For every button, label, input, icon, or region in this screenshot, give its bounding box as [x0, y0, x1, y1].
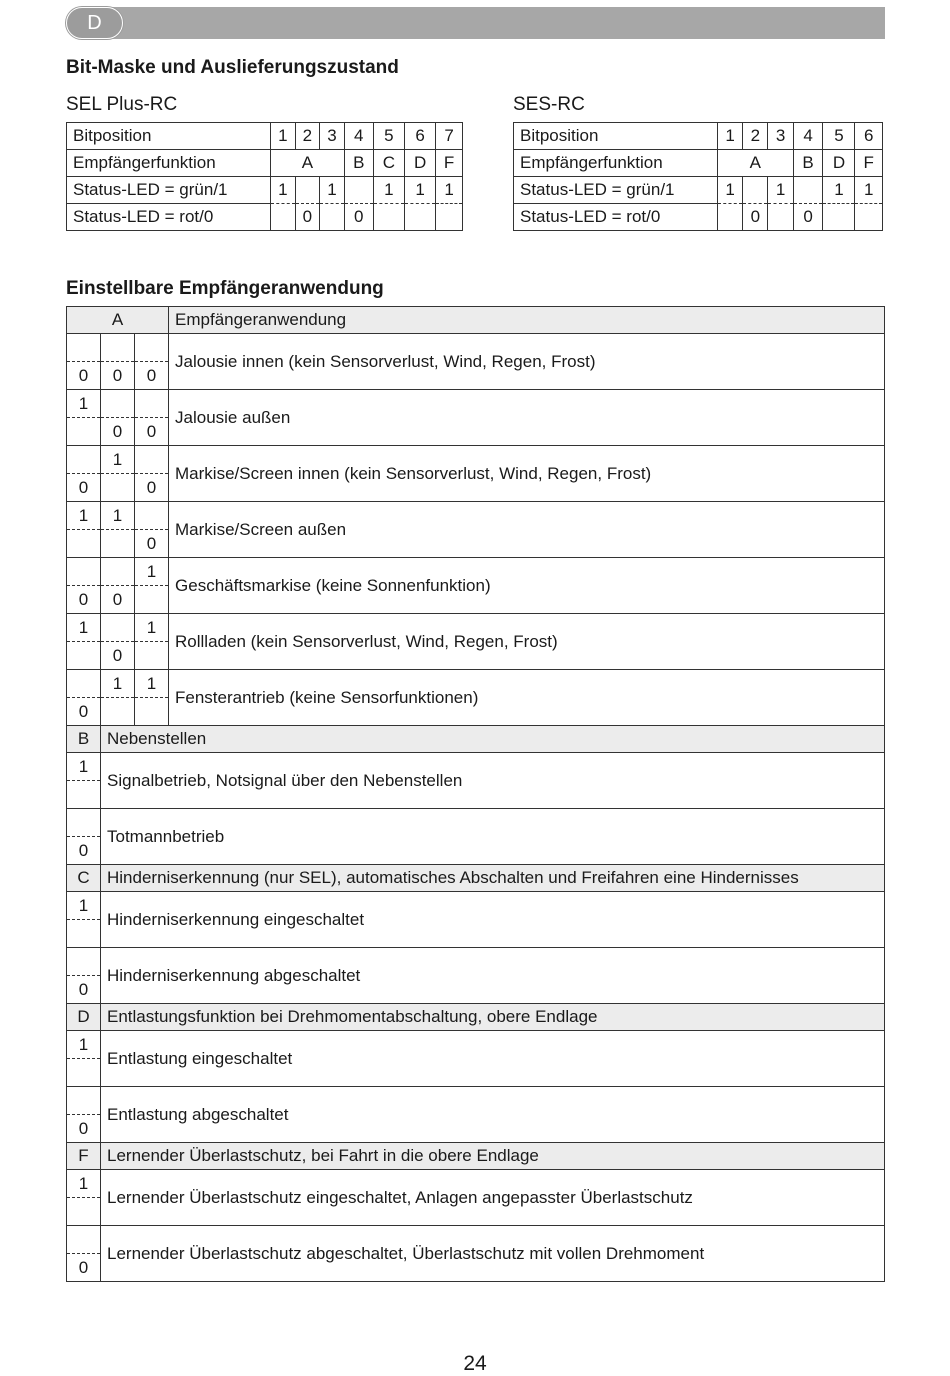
option-off-label: Totmannbetrieb: [101, 809, 885, 865]
bit-cell: 2: [295, 123, 320, 150]
bit-value-cell: [135, 390, 169, 418]
bit-value-cell: 1: [101, 446, 135, 474]
a-header-row: [67, 307, 885, 334]
language-bar: [66, 7, 885, 39]
status-green-row: [514, 177, 883, 204]
bit-value-cell: 0: [67, 698, 101, 726]
bit-empty-cell: [67, 1059, 101, 1087]
function-cell: B: [344, 150, 373, 177]
bit-value-cell: [67, 446, 101, 474]
bit-value-cell: 0: [101, 586, 135, 614]
function-cell: B: [793, 150, 823, 177]
option-on-row: [67, 892, 885, 920]
function-cell: F: [855, 150, 883, 177]
sel-plus-rc-title: SEL Plus-RC: [66, 94, 178, 115]
option-on-label: Signalbetrieb, Notsignal über den Nebenstellen: [101, 753, 885, 809]
bit-value-cell: [135, 698, 169, 726]
bit-value-cell: 1: [67, 614, 101, 642]
bit-value-cell: 1: [67, 753, 101, 781]
row-label: Empfängerfunktion: [67, 150, 271, 177]
option-off-label: Lernender Überlastschutz abgeschaltet, Überlastschutz mit vollen Drehmoment: [101, 1226, 885, 1282]
group-letter: F: [67, 1143, 101, 1170]
option-on-label: Hinderniserkennung eingeschaltet: [101, 892, 885, 948]
red-cell: [320, 204, 345, 231]
bit-cell: 1: [271, 123, 296, 150]
bit-cell: 3: [320, 123, 345, 150]
bitposition-row: [514, 123, 883, 150]
green-cell: 1: [436, 177, 463, 204]
bit-value-cell: [135, 642, 169, 670]
function-cell: D: [404, 150, 435, 177]
red-cell: [855, 204, 883, 231]
bit-value-cell: 1: [135, 614, 169, 642]
green-cell: 1: [373, 177, 404, 204]
red-cell: [271, 204, 296, 231]
bit-value-cell: 1: [67, 1170, 101, 1198]
bit-value-cell: 0: [135, 418, 169, 446]
application-table: [66, 306, 885, 1282]
group-letter: C: [67, 865, 101, 892]
row-label: Bitposition: [67, 123, 271, 150]
application-label: Jalousie innen (kein Sensorverlust, Wind, Regen, Frost): [169, 334, 885, 390]
a-option-row: [67, 558, 885, 586]
application-label: Jalousie außen: [169, 390, 885, 446]
red-cell: 0: [295, 204, 320, 231]
bit-value-cell: 1: [67, 390, 101, 418]
bit-value-cell: 0: [67, 1115, 101, 1143]
group-title: Nebenstellen: [101, 726, 885, 753]
function-row: [514, 150, 883, 177]
row-label: Status-LED = rot/0: [67, 204, 271, 231]
bit-value-cell: 0: [101, 362, 135, 390]
bit-value-cell: [67, 418, 101, 446]
red-cell: [373, 204, 404, 231]
bit-cell: 7: [436, 123, 463, 150]
a-option-row: [67, 446, 885, 474]
green-cell: 1: [768, 177, 793, 204]
bit-value-cell: [101, 614, 135, 642]
green-cell: 1: [823, 177, 855, 204]
option-off-label: Entlastung abgeschaltet: [101, 1087, 885, 1143]
sel-plus-rc-table: [66, 122, 463, 231]
bit-empty-cell: [67, 1198, 101, 1226]
green-cell: 1: [855, 177, 883, 204]
bit-value-cell: 0: [67, 586, 101, 614]
bit-value-cell: 0: [67, 837, 101, 865]
function-cell: A: [718, 150, 794, 177]
function-cell: A: [271, 150, 345, 177]
a-option-row: [67, 670, 885, 698]
bit-value-cell: 0: [135, 530, 169, 558]
group-title: Hinderniserkennung (nur SEL), automatisches Abschalten und Freifahren eine Hindernisses: [101, 865, 885, 892]
section-title-application: Einstellbare Empfängeranwendung: [66, 278, 384, 299]
bit-value-cell: 1: [101, 670, 135, 698]
green-cell: [793, 177, 823, 204]
page-number: 24: [463, 1352, 487, 1375]
a-option-row: [67, 614, 885, 642]
bit-value-cell: 0: [67, 1254, 101, 1282]
bit-value-cell: [135, 446, 169, 474]
application-label: Geschäftsmarkise (keine Sonnenfunktion): [169, 558, 885, 614]
application-table-body: [67, 307, 885, 1282]
bit-value-cell: 0: [101, 642, 135, 670]
group-title: Entlastungsfunktion bei Drehmomentabschaltung, obere Endlage: [101, 1004, 885, 1031]
red-cell: [718, 204, 743, 231]
bit-value-cell: [67, 670, 101, 698]
application-label: Rollladen (kein Sensorverlust, Wind, Regen, Frost): [169, 614, 885, 670]
option-on-row: [67, 1031, 885, 1059]
green-cell: [743, 177, 768, 204]
green-cell: [344, 177, 373, 204]
group-header-row: [67, 726, 885, 753]
green-cell: [295, 177, 320, 204]
green-cell: 1: [271, 177, 296, 204]
bit-value-cell: [101, 698, 135, 726]
status-red-row: [67, 204, 463, 231]
bit-cell: 3: [768, 123, 793, 150]
bit-value-cell: 0: [67, 474, 101, 502]
option-on-label: Entlastung eingeschaltet: [101, 1031, 885, 1087]
bit-cell: 6: [404, 123, 435, 150]
bitposition-row: [67, 123, 463, 150]
red-cell: [823, 204, 855, 231]
green-cell: 1: [404, 177, 435, 204]
bit-value-cell: [101, 530, 135, 558]
bit-value-cell: 1: [135, 670, 169, 698]
row-label: Empfängerfunktion: [514, 150, 718, 177]
red-cell: [436, 204, 463, 231]
bit-value-cell: 1: [67, 892, 101, 920]
option-off-label: Hinderniserkennung abgeschaltet: [101, 948, 885, 1004]
row-label: Bitposition: [514, 123, 718, 150]
ses-rc-title: SES-RC: [513, 94, 585, 115]
section-title-bitmask: Bit-Maske und Auslieferungszustand: [66, 57, 399, 78]
a-letter: A: [67, 307, 169, 334]
bit-value-cell: [101, 474, 135, 502]
function-cell: D: [823, 150, 855, 177]
bit-value-cell: [67, 642, 101, 670]
ses-rc-table: [513, 122, 883, 231]
group-letter: D: [67, 1004, 101, 1031]
red-cell: 0: [793, 204, 823, 231]
bit-value-cell: 0: [67, 976, 101, 1004]
bit-empty-cell: [67, 948, 101, 976]
bit-value-cell: [67, 530, 101, 558]
option-off-row: [67, 948, 885, 976]
bit-value-cell: 1: [67, 502, 101, 530]
application-label: Markise/Screen innen (kein Sensorverlust, Wind, Regen, Frost): [169, 446, 885, 502]
bit-value-cell: [101, 334, 135, 362]
row-label: Status-LED = rot/0: [514, 204, 718, 231]
bit-value-cell: 0: [67, 362, 101, 390]
application-label: Markise/Screen außen: [169, 502, 885, 558]
bit-cell: 4: [793, 123, 823, 150]
bit-cell: 4: [344, 123, 373, 150]
option-off-row: [67, 1087, 885, 1115]
bit-empty-cell: [67, 920, 101, 948]
a-option-row: [67, 390, 885, 418]
function-row: [67, 150, 463, 177]
a-option-row: [67, 334, 885, 362]
group-title: Lernender Überlastschutz, bei Fahrt in die obere Endlage: [101, 1143, 885, 1170]
option-on-label: Lernender Überlastschutz eingeschaltet, Anlagen angepasster Überlastschutz: [101, 1170, 885, 1226]
red-cell: 0: [344, 204, 373, 231]
option-off-row: [67, 1226, 885, 1254]
green-cell: 1: [718, 177, 743, 204]
bit-value-cell: [67, 334, 101, 362]
bit-cell: 5: [373, 123, 404, 150]
function-cell: F: [436, 150, 463, 177]
bit-value-cell: [67, 558, 101, 586]
green-cell: 1: [320, 177, 345, 204]
bit-value-cell: [101, 390, 135, 418]
option-on-row: [67, 753, 885, 781]
bit-cell: 6: [855, 123, 883, 150]
bit-empty-cell: [67, 1087, 101, 1115]
bit-value-cell: [135, 502, 169, 530]
option-on-row: [67, 1170, 885, 1198]
a-title: Empfängeranwendung: [169, 307, 885, 334]
red-cell: [768, 204, 793, 231]
function-cell: C: [373, 150, 404, 177]
row-label: Status-LED = grün/1: [514, 177, 718, 204]
bit-cell: 2: [743, 123, 768, 150]
bit-value-cell: 1: [101, 502, 135, 530]
red-cell: 0: [743, 204, 768, 231]
application-label: Fensterantrieb (keine Sensorfunktionen): [169, 670, 885, 726]
bit-cell: 5: [823, 123, 855, 150]
bit-empty-cell: [67, 781, 101, 809]
bit-value-cell: 0: [135, 362, 169, 390]
bit-value-cell: 0: [135, 474, 169, 502]
bit-value-cell: 0: [101, 418, 135, 446]
status-red-row: [514, 204, 883, 231]
row-label: Status-LED = grün/1: [67, 177, 271, 204]
status-green-row: [67, 177, 463, 204]
a-option-row: [67, 502, 885, 530]
group-header-row: [67, 865, 885, 892]
bit-value-cell: 1: [135, 558, 169, 586]
bit-empty-cell: [67, 809, 101, 837]
language-badge: D: [66, 7, 123, 39]
option-off-row: [67, 809, 885, 837]
bit-value-cell: [101, 558, 135, 586]
bit-empty-cell: [67, 1226, 101, 1254]
bit-value-cell: [135, 334, 169, 362]
red-cell: [404, 204, 435, 231]
bit-cell: 1: [718, 123, 743, 150]
group-letter: B: [67, 726, 101, 753]
bit-value-cell: 1: [67, 1031, 101, 1059]
bit-value-cell: [135, 586, 169, 614]
group-header-row: [67, 1004, 885, 1031]
group-header-row: [67, 1143, 885, 1170]
